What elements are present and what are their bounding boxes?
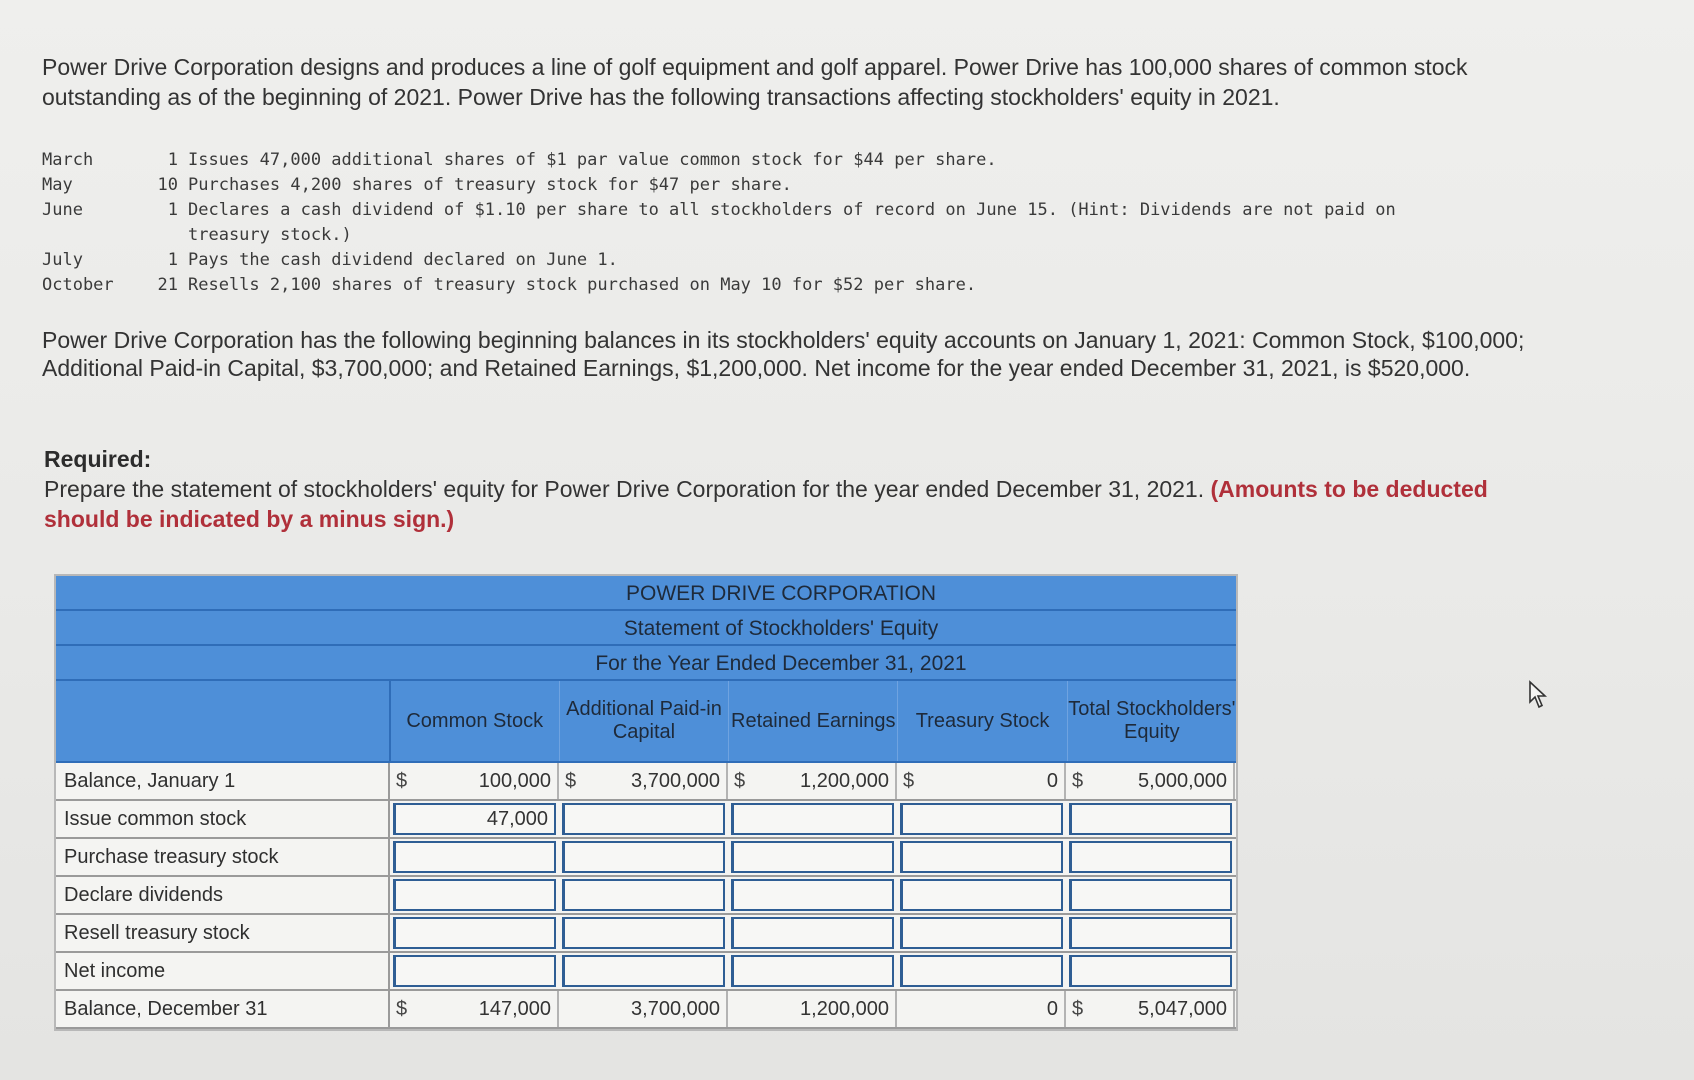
amount-cell — [897, 763, 1066, 799]
required-section — [44, 444, 1544, 534]
amount-input[interactable] — [731, 955, 894, 987]
amount-input[interactable] — [900, 917, 1063, 949]
transaction-text: Purchases 4,200 shares of treasury stock for $47 per share. — [188, 175, 792, 195]
dollar-sign: $ — [565, 769, 577, 792]
amount-input[interactable] — [393, 803, 556, 835]
transaction-month: July — [42, 250, 83, 270]
transaction-text: treasury stock.) — [188, 225, 352, 245]
amount-input[interactable] — [562, 841, 725, 873]
column-headers — [56, 681, 1236, 763]
transaction-text: Declares a cash dividend of $1.10 per share to all stockholders of record on June 15. (Hint: Dividends are not paid on — [188, 200, 1396, 220]
column-header: Treasury Stock — [898, 681, 1067, 761]
transaction-day: 10 — [157, 175, 178, 195]
table-row — [56, 877, 1236, 915]
amount-input[interactable] — [900, 841, 1063, 873]
statement-period: For the Year Ended December 31, 2021 — [56, 646, 1236, 681]
transaction-month: May — [42, 175, 73, 195]
amount-cell — [559, 763, 728, 799]
amount-input[interactable] — [562, 917, 725, 949]
transaction-text: Resells 2,100 shares of treasury stock purchased on May 10 for $52 per share. — [188, 275, 977, 295]
column-header: Additional Paid-in Capital — [560, 681, 729, 761]
table-row — [56, 763, 1236, 801]
transaction-row — [42, 248, 1602, 273]
transaction-day: 21 — [157, 275, 178, 295]
transaction-month: June — [42, 200, 83, 220]
transaction-day — [138, 223, 188, 248]
statement-name: Statement of Stockholders' Equity — [56, 611, 1236, 646]
transaction-row — [42, 173, 1602, 198]
amount-input[interactable] — [731, 879, 894, 911]
statement-rows — [56, 763, 1236, 1029]
amount-value: 147,000 — [478, 997, 551, 1020]
amount-input[interactable] — [393, 917, 556, 949]
required-text: Prepare the statement of stockholders' equity for Power Drive Corporation for the year ended December 31, 2021. — [44, 476, 1205, 502]
amount-input[interactable] — [900, 879, 1063, 911]
transaction-row — [42, 273, 1602, 298]
transaction-day: 1 — [167, 200, 178, 220]
column-header-blank — [56, 681, 391, 761]
amount-cell — [728, 763, 897, 799]
amount-cell — [559, 991, 728, 1027]
amount-value: 3,700,000 — [631, 769, 720, 792]
transaction-day: 1 — [167, 150, 178, 170]
amount-value: 5,000,000 — [1138, 769, 1227, 792]
amount-input[interactable] — [1069, 841, 1232, 873]
amount-value: 0 — [1046, 997, 1058, 1020]
statement-company: POWER DRIVE CORPORATION — [56, 576, 1236, 611]
amount-value: 1,200,000 — [800, 769, 889, 792]
amount-value: 5,047,000 — [1138, 997, 1227, 1020]
transaction-day: 1 — [167, 250, 178, 270]
amount-input[interactable] — [1069, 879, 1232, 911]
row-label: Resell treasury stock — [56, 915, 390, 951]
transaction-text: Pays the cash dividend declared on June 1. — [188, 250, 618, 270]
amount-input[interactable] — [393, 879, 556, 911]
dollar-sign: $ — [1072, 769, 1084, 792]
mouse-cursor-icon — [1526, 680, 1550, 710]
dollar-sign: $ — [903, 769, 915, 792]
amount-input[interactable] — [900, 803, 1063, 835]
amount-input[interactable] — [900, 955, 1063, 987]
row-label: Balance, December 31 — [56, 991, 390, 1027]
table-row — [56, 801, 1236, 839]
table-row — [56, 839, 1236, 877]
amount-cell — [728, 991, 897, 1027]
amount-input[interactable] — [731, 917, 894, 949]
amount-value: 3,700,000 — [631, 997, 720, 1020]
transaction-month: October — [42, 275, 114, 295]
amount-value: 47,000 — [486, 807, 548, 830]
amount-input[interactable] — [562, 803, 725, 835]
amount-input[interactable] — [562, 879, 725, 911]
amount-cell — [1066, 763, 1235, 799]
transaction-text: Issues 47,000 additional shares of $1 par value common stock for $44 per share. — [188, 150, 997, 170]
table-row — [56, 915, 1236, 953]
column-header: Total Stockholders' Equity — [1068, 698, 1236, 743]
amount-cell — [390, 763, 559, 799]
dollar-sign: $ — [1072, 997, 1084, 1020]
row-label: Purchase treasury stock — [56, 839, 390, 875]
beginning-balances-text: Power Drive Corporation has the following beginning balances in its stockholders' equity accounts on January 1, 2021: Common Stock, $100,000; Additional Paid-in Capital, $3,700,000; and Retained Earnings, $1,200,000. Net income for the year ended December 31, 2021, is $520,000. — [42, 327, 1525, 381]
row-label: Balance, January 1 — [56, 763, 390, 799]
row-label: Net income — [56, 953, 390, 989]
row-label: Issue common stock — [56, 801, 390, 837]
transactions-list — [42, 148, 1602, 298]
amount-cell — [1066, 991, 1235, 1027]
amount-input[interactable] — [1069, 955, 1232, 987]
column-header: Retained Earnings — [729, 681, 898, 761]
required-title: Required: — [44, 446, 152, 472]
amount-input[interactable] — [731, 841, 894, 873]
transaction-row — [42, 198, 1602, 223]
amount-cell — [897, 991, 1066, 1027]
amount-input[interactable] — [393, 841, 556, 873]
dollar-sign: $ — [396, 769, 408, 792]
column-header: Common Stock — [391, 681, 560, 761]
transaction-row — [42, 223, 1602, 248]
statement-table — [54, 574, 1238, 1031]
amount-input[interactable] — [1069, 917, 1232, 949]
amount-input[interactable] — [562, 955, 725, 987]
row-label: Declare dividends — [56, 877, 390, 913]
amount-value: 0 — [1046, 769, 1058, 792]
amount-input[interactable] — [1069, 803, 1232, 835]
table-row — [56, 953, 1236, 991]
amount-input[interactable] — [731, 803, 894, 835]
amount-input[interactable] — [393, 955, 556, 987]
transaction-month — [42, 223, 138, 248]
dollar-sign: $ — [396, 997, 408, 1020]
amount-value: 1,200,000 — [800, 997, 889, 1020]
amount-cell — [390, 991, 559, 1027]
transaction-row — [42, 148, 1602, 173]
problem-intro: Power Drive Corporation designs and produces a line of golf equipment and golf apparel. Power Drive has 100,000 shares of common stock outstanding as of the beginning of 2021. Power Drive has the following transactions affecting stockholders' equity in 2021. — [42, 54, 1468, 110]
transaction-month: March — [42, 150, 94, 170]
table-row — [56, 991, 1236, 1029]
required-note: (Amounts to be deducted should be indicated by a minus sign.) — [44, 476, 1488, 532]
dollar-sign: $ — [734, 769, 746, 792]
amount-value: 100,000 — [478, 769, 551, 792]
